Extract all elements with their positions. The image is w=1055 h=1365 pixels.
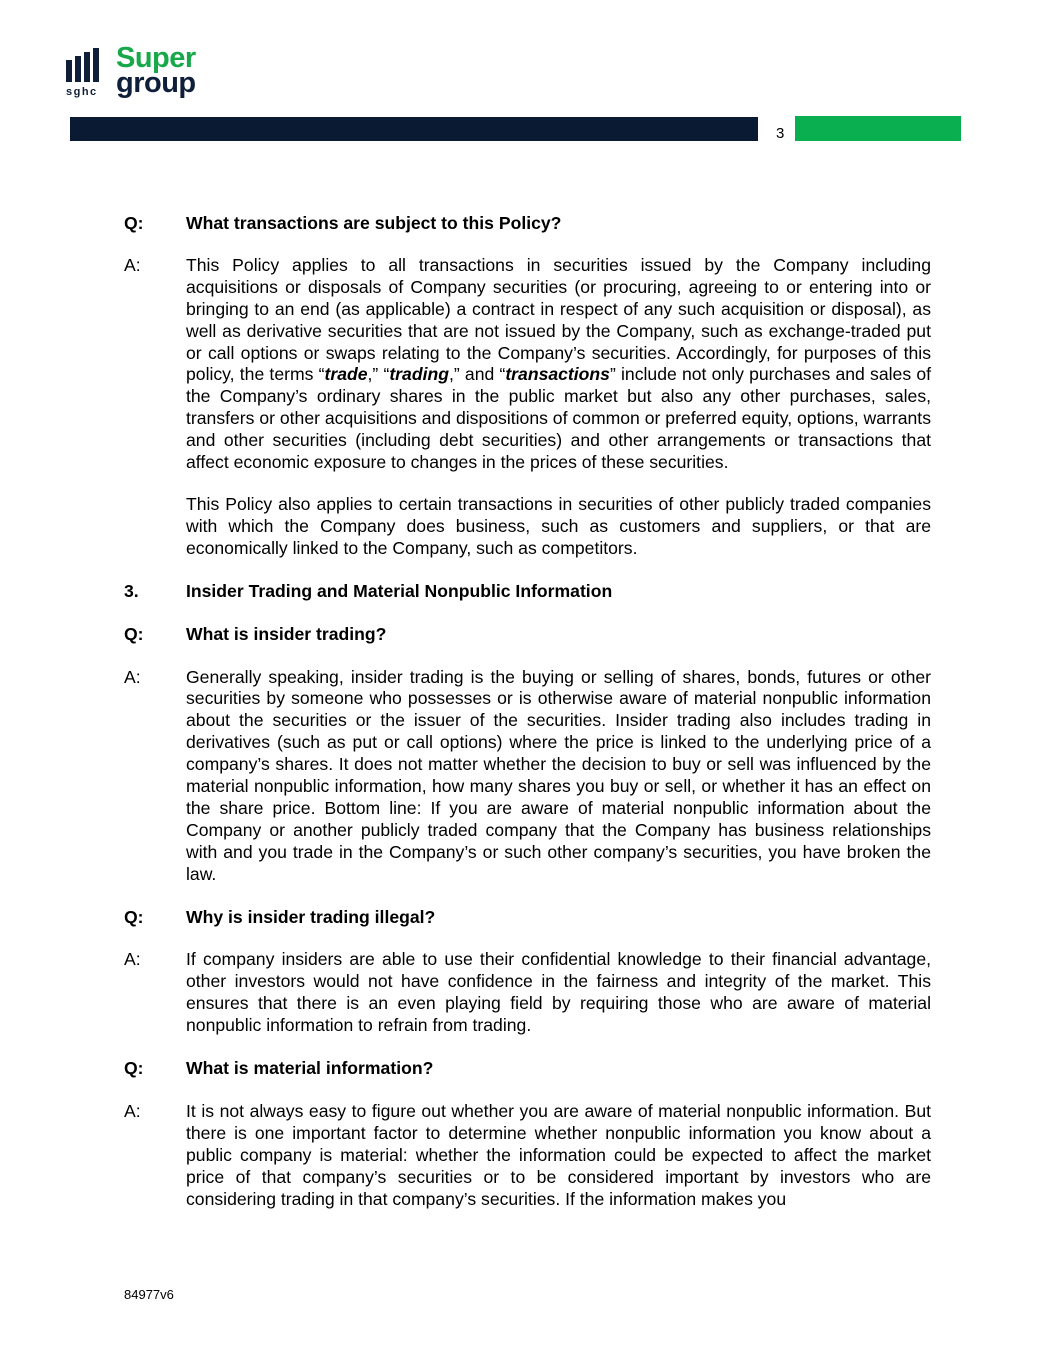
company-logo (66, 42, 196, 102)
text-run: ” include not only purchases and sales of the Company’s ordinary shares in the public market but also any other purchases, sales, transfers or other acquisitions and dispositions of common or preferred equity, options, warrants and other securities (including debt securities) and other arrangements or transactions that affect economic exposure to changes in the prices of these securities. (186, 364, 931, 473)
section-title: Insider Trading and Material Nonpublic Information (186, 580, 613, 601)
defined-term-trade: trade (324, 364, 368, 385)
answer-text: It is not always easy to figure out whether you are aware of material nonpublic information. But there is one important factor to determine whether nonpublic information you know about a public company is material: whether the information could be expected to affect the market price of that company’s securities or to be considered important by investors who are considering trading in that company’s securities. If the information makes you (186, 1101, 931, 1209)
logo-wordmark (116, 42, 196, 99)
header-green-bar (795, 116, 961, 141)
question-label: Q: (124, 1058, 144, 1079)
sghc-bars-logo-icon (66, 46, 108, 98)
answer-label: A: (124, 1101, 141, 1121)
section-number: 3. (124, 580, 139, 601)
question-text: What is insider trading? (186, 623, 387, 644)
answer-insider-trading (124, 667, 931, 886)
defined-term-transactions: transactions (505, 364, 610, 385)
answer-text (186, 255, 931, 560)
answer-label: A: (124, 949, 141, 970)
answer-why-illegal (124, 949, 931, 1037)
answer-paragraph (186, 255, 931, 474)
answer-text: Generally speaking, insider trading is the buying or selling of shares, bonds, futures or other securities by someone who possesses or is otherwise aware of material nonpublic information about the securities or the issuer of the securities. Insider trading also includes trading in derivatives (such as put or call options) where the price is linked to the underlying price of a company’s shares. It does not matter whether the decision to buy or sell was influenced by the material nonpublic information, how many shares you buy or sell, or whether it has an effect on the share price. Bottom line: If you are aware of material nonpublic information about the Company or another publicly traded company that the Company has business relationships with and you trade in the Company’s or such other company’s securities, you have broken the law. (186, 666, 931, 884)
section-heading (124, 581, 931, 603)
text-run: ,” and “ (448, 364, 506, 385)
question-label: Q: (124, 213, 144, 233)
document-id: 84977v6 (124, 1287, 174, 1302)
question-label: Q: (124, 906, 144, 927)
defined-term-trading: trading (389, 364, 449, 385)
question-label: Q: (124, 623, 144, 644)
text-run: This Policy applies to all transactions in securities issued by the Company including acquisitions or disposals of Company securities (or procuring, agreeing to or entering into or bringing to an end (as applicable) a contract in respect of any such acquisition or disposal), as well as derivative securities that are not issued by the Company, such as exchange-traded put or call options or swaps relating to the Company’s securities. Accordingly, for purposes of this policy, the terms “ (186, 254, 931, 385)
header-navy-bar (70, 117, 758, 141)
answer-material-info (124, 1101, 931, 1211)
logo-super-text: Super (116, 42, 196, 74)
text-run: ,” “ (367, 364, 390, 385)
question-text: What transactions are subject to this Policy? (186, 213, 562, 233)
logo-group-text: group (116, 67, 196, 99)
question-text: What is material information? (186, 1058, 434, 1079)
question-why-illegal (124, 907, 931, 929)
answer-label: A: (124, 254, 141, 275)
answer-label: A: (124, 666, 141, 687)
document-body (124, 213, 931, 1211)
answer-text: If company insiders are able to use their confidential knowledge to their financial advantage, other investors would not have confidence in the fairness and integrity of the market. This ensures that there is an even playing field by requiring those who are aware of material nonpublic information to refrain from trading. (186, 949, 931, 1036)
question-transactions (124, 213, 931, 235)
answer-paragraph: This Policy also applies to certain transactions in securities of other publicly traded companies with which the Company does business, such as customers and suppliers, or that are economically linked to the Company, such as competitors. (186, 493, 931, 558)
question-insider-trading (124, 624, 931, 646)
answer-transactions (124, 255, 931, 560)
question-material-info (124, 1058, 931, 1080)
page-number: 3 (776, 125, 785, 142)
logo-sghc-text: sghc (66, 86, 98, 98)
question-text: Why is insider trading illegal? (186, 906, 436, 927)
